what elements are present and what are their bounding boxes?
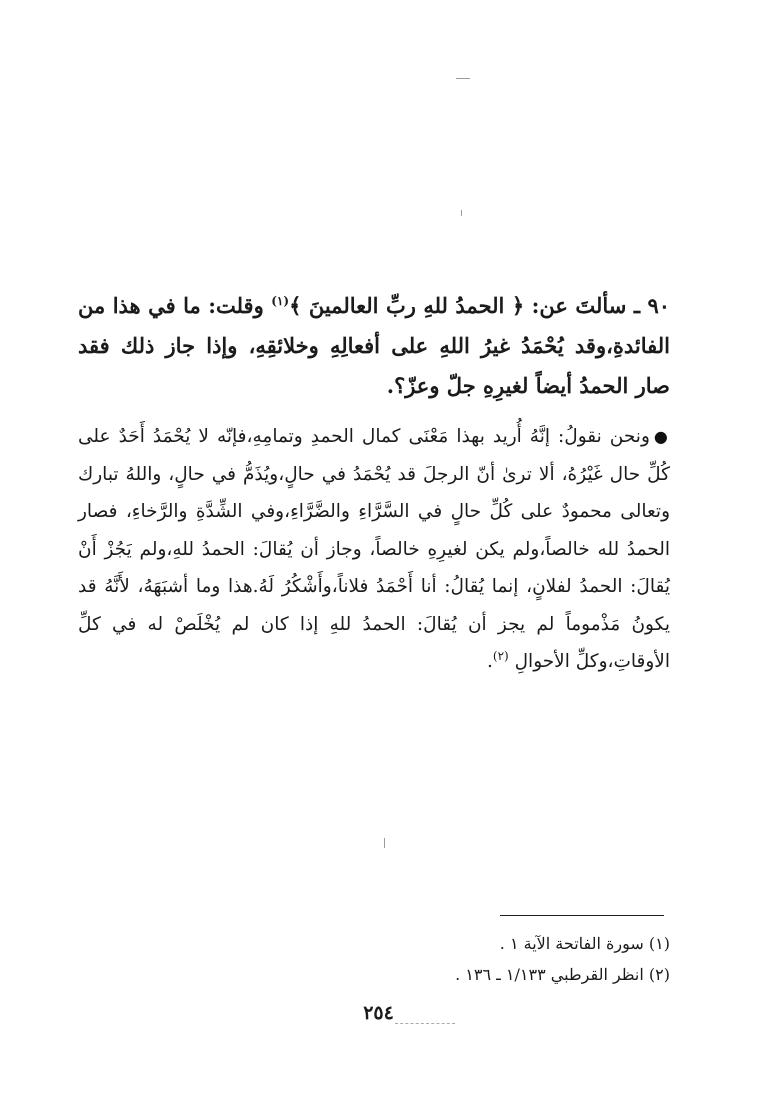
footnote-ref-2: (٢) [492, 648, 509, 663]
question-paragraph [78, 286, 670, 406]
verse-close-bracket: ﴾ [289, 293, 302, 318]
answer-text: ونحن نقولُ: إنَّهُ أُريد بهذا مَعْنَى كمال الحمدِ وتمامِهِ،فإنّه لا يُحْمَدُ أَحَدٌ على كُلِّ حال غَيْرُهُ، ألا ترىٰ أنّ الرجلَ قد يُحْمَدُ في حالٍ،ويُذَمُّ في حالٍ، واللهُ تبارك وتعالى محمودٌ على كُلِّ حالٍ في السَّرَّاءِ والضَّرَّاءِ،وفي الشِّدَّةِ والرَّخاءِ، فصار الحمدُ لله خالصاً،ولم يكن لغيرِهِ خالصاً، وجاز أن يُقالَ: الحمدُ للهِ،ولم يَجُزْ أَنْ يُقالَ: الحمدُ لفلانٍ، إنما يُقالُ: أنا أَحْمَدُ فلاناً،وأَشْكُرُ لَهُ.هذا وما أشبَهَهُ، لأَنَّهُ قد يكونُ مَذْموماً لم يجز أن يُقالَ: الحمدُ للهِ إذا كان لم يُخْلَصْ له في كلِّ الأوقاتِ،وكلِّ الأحوالِ [78, 426, 670, 672]
quranic-verse [289, 293, 524, 318]
page-number: ٢٥٤ [363, 1002, 394, 1024]
footnote-divider [500, 915, 664, 916]
scan-speck [461, 210, 462, 216]
question-lead: ـ سألتَ عن: [531, 293, 641, 318]
page-number-underline [395, 1023, 455, 1024]
bullet-icon: ● [653, 427, 670, 446]
footnote-1: (١) سورة الفاتحة الآية ١ . [499, 934, 670, 953]
question-body: وقلت: ما في هذا من الفائدةِ،وقد يُحْمَدُ غيرُ اللهِ على أفعالِهِ وخلائقِهِ، وإذا جاز ذلك فقد صار الحمدُ أيضاً لغيرِهِ جلّ وعزّ؟. [78, 293, 670, 398]
scan-speck [456, 78, 470, 79]
scan-speck [384, 838, 385, 848]
footnote-2: (٢) انظر القرطبي ١/١٣٣ ـ ١٣٦ . [455, 965, 670, 984]
question-number: ٩٠ [647, 293, 671, 318]
footnote-ref-1: (١) [271, 294, 290, 308]
answer-paragraph [78, 418, 670, 681]
verse-open-bracket: ﴿ [511, 293, 525, 318]
answer-end: . [487, 651, 493, 672]
footnotes [300, 928, 670, 990]
verse-text: الحمدُ للهِ ربِّ العالمينَ [308, 293, 505, 318]
